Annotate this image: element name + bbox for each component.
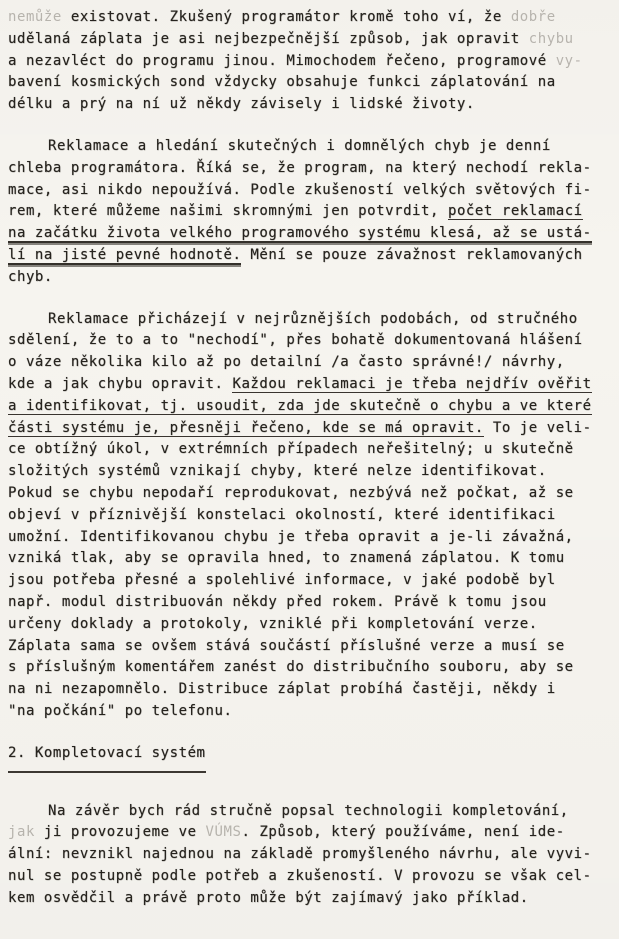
text-segment: bavení kosmických sond vždycky obsahuje funkci záplatování na [8, 74, 556, 91]
text-segment: Pokud se chybu nepodaří reprodukovat, nezbývá než počkat, až se [8, 484, 574, 501]
text-segment: . Způsob, který používáme, není ide- [241, 824, 565, 841]
underlined-text: lí na jisté pevné hodnotě. [8, 246, 242, 263]
text-line [8, 505, 599, 527]
faded-text: vy- [555, 52, 583, 69]
text-line [8, 701, 599, 723]
section-heading [8, 743, 599, 773]
text-segment: na ni nezapomnělo. Distribuce záplat probíhá častěji, někdy i [8, 681, 556, 698]
underlined-text: a identifikovat, tj. usoudit, zda jde skutečně o chybu a ve které [8, 397, 592, 414]
document-text [8, 7, 599, 909]
text-line [8, 679, 599, 701]
text-line [8, 180, 599, 202]
text-segment: ji provozujeme ve [34, 824, 206, 841]
underlined-text: části systému je, přesněji řečeno, kde se má opravit. [8, 419, 484, 436]
text-segment: umožní. Identifikovanou chybu je třeba opravit a je-li závažná, [8, 528, 574, 545]
underlined-text: počet reklamací [447, 203, 583, 220]
text-segment: kem osvědčil a právě proto může být zajímavý jako příklad. [8, 889, 529, 906]
underlined-text: Každou reklamaci je třeba nejdřív ověřit [232, 375, 592, 392]
text-line [8, 309, 599, 331]
text-segment: To je veli- [483, 419, 592, 436]
paragraph [8, 309, 599, 723]
text-line [8, 29, 599, 51]
text-segment: sdělení, že to a to "nechodí", přes bohatě dokumentovaná hlášení [8, 332, 583, 349]
text-segment: jsou potřeba přesné a spolehlivé informace, v jaké podobě byl [8, 572, 556, 589]
text-line [8, 822, 599, 844]
text-line [8, 614, 599, 636]
faded-text: jak [8, 824, 35, 841]
text-line [8, 527, 599, 549]
text-segment: rem, které můžeme našimi skromnými jen potvrdit, [8, 203, 448, 220]
text-segment: vzniká tlak, aby se opravila hned, to znamená záplatou. K tomu [8, 550, 565, 567]
paragraph [8, 136, 599, 289]
text-line [8, 158, 599, 180]
text-segment: chleba programátora. Říká se, že program, na který nechodí rekla- [8, 159, 592, 176]
text-line [8, 801, 599, 823]
text-segment: Záplata sama se ovšem stává součástí příslušné verze a musí se [8, 637, 565, 654]
text-line [8, 136, 599, 158]
faded-text: VÚMS [205, 824, 242, 841]
text-line [8, 657, 599, 679]
text-line [8, 245, 599, 267]
text-segment: složitých systémů vznikají chyby, které nelze identifikovat. [8, 463, 547, 480]
text-line [8, 866, 599, 888]
text-segment: chyb. [8, 268, 53, 285]
faded-text: dobře [510, 9, 556, 25]
text-segment: kde a jak chybu opravit. [8, 375, 233, 392]
text-segment: o váze několika kilo až po detailní /a často správné!/ návrhy, [8, 354, 565, 371]
text-line [8, 570, 599, 592]
text-line [8, 548, 599, 570]
text-segment: objeví v příznivější konstelaci okolností, které identifikaci [8, 506, 556, 523]
text-segment: Na závěr bych rád stručně popsal technologii kompletování, [48, 802, 569, 819]
text-segment: délku a prý na ní už někdy závisely i lidské životy. [8, 96, 475, 113]
text-line [8, 888, 599, 910]
text-line [8, 743, 599, 773]
text-line [8, 267, 599, 289]
text-line [8, 7, 599, 29]
text-line [8, 439, 599, 461]
text-segment: ce obtížný úkol, v extrémních případech neřešitelný; u skutečně [8, 441, 574, 458]
text-line [8, 461, 599, 483]
text-line [8, 352, 599, 374]
faded-text: chybu [528, 30, 574, 47]
text-segment: např. modul distribuován někdy před rokem. Právě k tomu jsou [8, 593, 547, 610]
text-line [8, 592, 599, 614]
paragraph [8, 801, 599, 910]
text-segment: určeny doklady a protokoly, vzniklé při kompletování verze. [8, 615, 538, 632]
text-segment: "na počkání" po telefonu. [8, 702, 233, 719]
text-line [8, 201, 599, 223]
text-line [8, 223, 599, 245]
text-segment: Reklamace přicházejí v nejrůznějších podobách, od stručného [48, 310, 578, 327]
text-line [8, 374, 599, 396]
text-segment: ální: nevznikl najednou na základě promyšleného návrhu, ale vyvi- [8, 846, 592, 863]
text-line [8, 51, 599, 73]
text-line [8, 72, 599, 94]
text-segment: mace, asi nikdo nepoužívá. Podle zkušeností velkých světových fi- [8, 181, 592, 198]
text-line [8, 396, 599, 418]
text-segment: Reklamace a hledání skutečných i domnělých chyb je denní [48, 137, 551, 154]
underlined-text: na začátku života velkého programového systému klesá, až se ustá- [8, 225, 592, 242]
text-line [8, 483, 599, 505]
text-line [8, 94, 599, 116]
heading-text: 2. Kompletovací systém [8, 743, 206, 773]
text-line [8, 844, 599, 866]
text-line [8, 636, 599, 658]
text-line [8, 330, 599, 352]
text-line [8, 418, 599, 440]
paragraph [8, 7, 599, 116]
text-segment: a nezavléct do programu jinou. Mimochodem řečeno, programové [8, 52, 556, 69]
text-segment: s příslušným komentářem zanést do distribučního souboru, aby se [8, 659, 574, 676]
text-segment: existovat. Zkušený programátor kromě toho ví, že [61, 9, 511, 25]
text-segment: udělaná záplata je asi nejbezpečnější způsob, jak opravit [8, 30, 529, 47]
text-segment: nul se postupně podle potřeb a zkušeností. V provozu se však cel- [8, 867, 592, 884]
text-segment: Mění se pouze závažnost reklamovaných [241, 246, 583, 263]
faded-text: nemůže [8, 9, 62, 25]
